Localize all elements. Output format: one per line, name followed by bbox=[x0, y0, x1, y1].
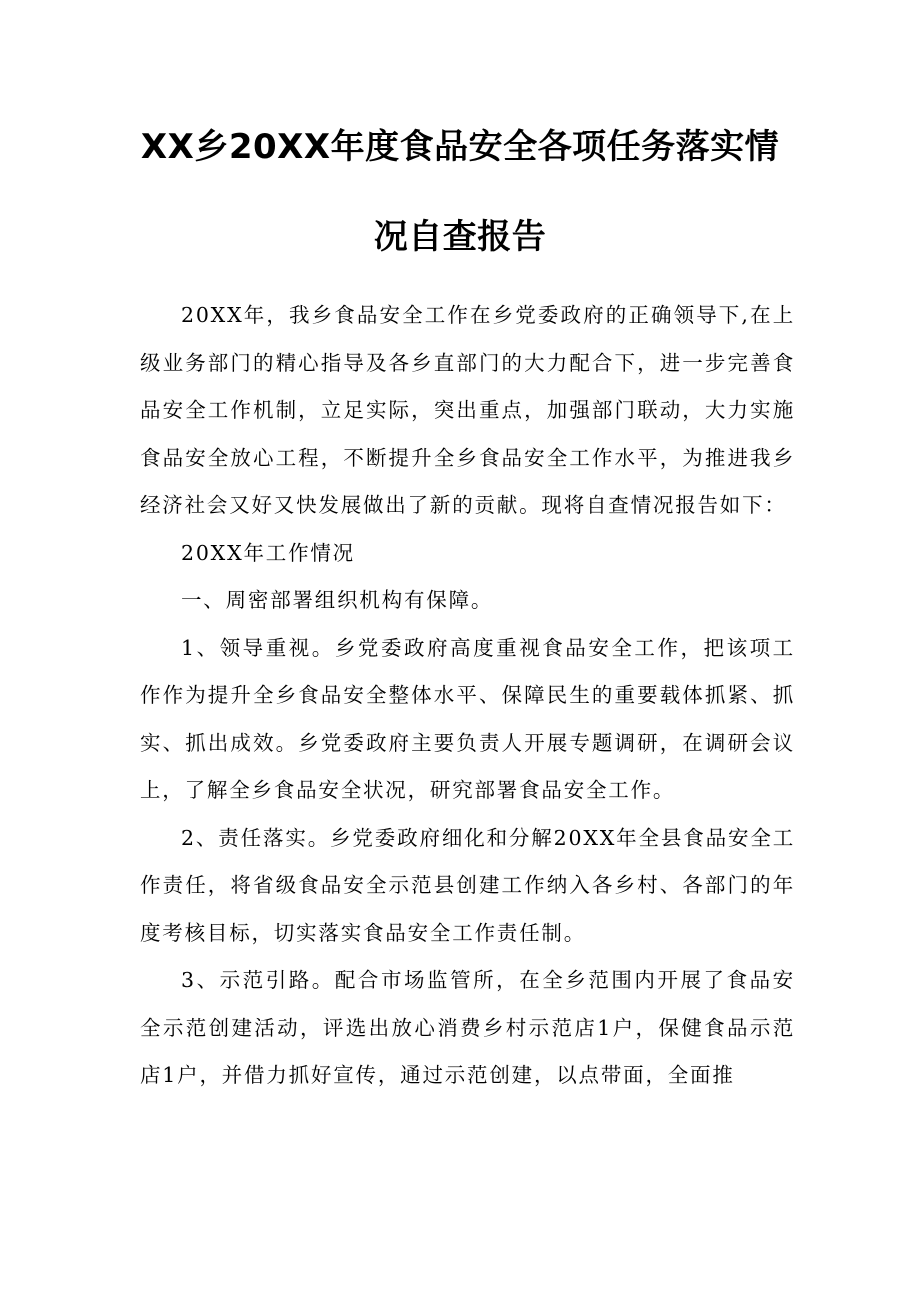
paragraph-item-3: 3、示范引路。配合市场监管所，在全乡范围内开展了食品安全示范创建活动，评选出放心消费乡村示范店1户，保健食品示范店1户，并借力抓好宣传，通过示范创建，以点带面，全面推 bbox=[140, 968, 795, 1087]
document-title-line-1: XX乡20XX年度食品安全各项任务落实情 bbox=[140, 127, 780, 167]
paragraph-item-2: 2、责任落实。乡党委政府细化和分解20XX年全县食品安全工作责任，将省级食品安全示范县创建工作纳入各乡村、各部门的年度考核目标，切实落实食品安全工作责任制。 bbox=[140, 825, 795, 945]
document-title-line-2: 况自查报告 bbox=[373, 217, 547, 257]
paragraph-item-1: 1、领导重视。乡党委政府高度重视食品安全工作，把该项工作作为提升全乡食品安全整体水平、保障民生的重要载体抓紧、抓实、抓出成效。乡党委政府主要负责人开展专题调研，在调研会议上，了解全乡食品安全状况，研究部署食品安全工作。 bbox=[140, 635, 795, 802]
paragraph-subheading-1: 一、周密部署组织机构有保障。 bbox=[181, 588, 494, 612]
document-body bbox=[140, 292, 795, 1100]
paragraph-section-heading: 20XX年工作情况 bbox=[181, 540, 355, 565]
paragraph-intro: 20XX年，我乡食品安全工作在乡党委政府的正确领导下,在上级业务部门的精心指导及各乡直部门的大力配合下，进一步完善食品安全工作机制，立足实际，突出重点，加强部门联动，大力实施食品安全放心工程，不断提升全乡食品安全工作水平，为推进我乡经济社会又好又快发展做出了新的贡献。现将自查情况报告如下： bbox=[140, 303, 795, 517]
